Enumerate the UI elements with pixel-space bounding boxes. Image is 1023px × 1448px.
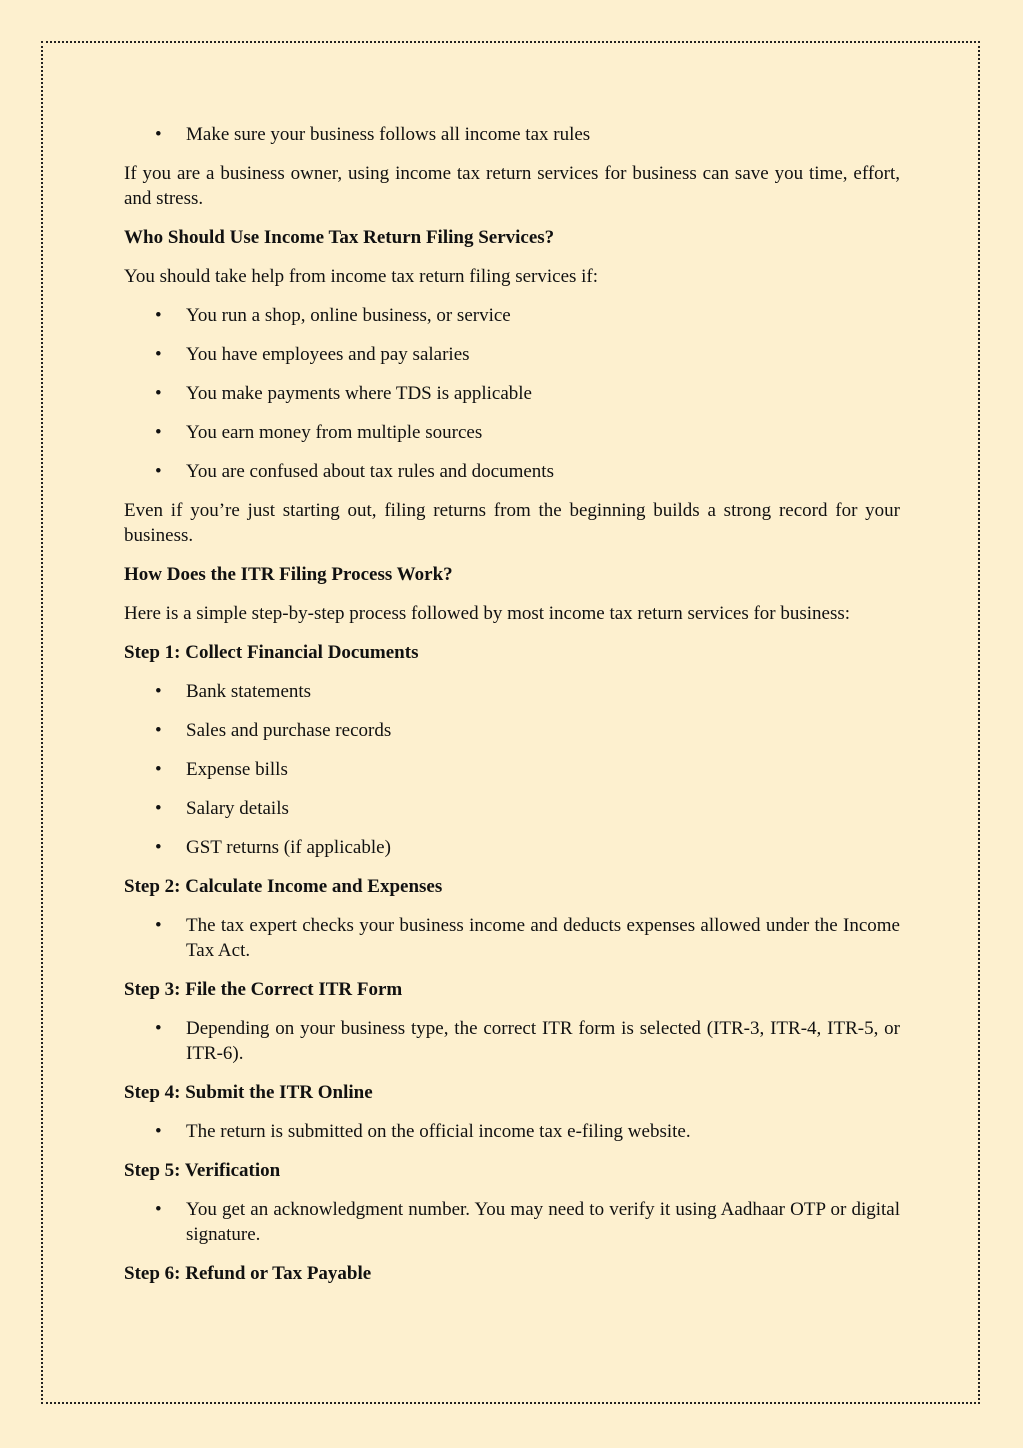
list-item: • The tax expert checks your business income and deducts expenses allowed under the Income Tax Act. [124,913,900,963]
step-5-heading: Step 5: Verification [124,1160,281,1181]
list-item: • Expense bills [124,757,900,782]
step-2-list [124,913,900,963]
process-lead-paragraph: Here is a simple step-by-step process followed by most income tax return services for business: [124,603,851,624]
list-item: • Sales and purchase records [124,718,900,743]
list-item: • You have employees and pay salaries [124,342,900,367]
section-heading-process: How Does the ITR Filing Process Work? [124,564,453,585]
list-item: • The return is submitted on the official income tax e-filing website. [124,1119,900,1144]
who-lead-paragraph: You should take help from income tax return filing services if: [124,266,599,287]
list-item: • You are confused about tax rules and documents [124,459,900,484]
list-item: • You run a shop, online business, or service [124,303,900,328]
list-item: • Salary details [124,796,900,821]
step-3-list [124,1016,900,1066]
step-3-heading: Step 3: File the Correct ITR Form [124,979,403,1000]
list-item: • You make payments where TDS is applicable [124,381,900,406]
list-item: • GST returns (if applicable) [124,835,900,860]
list-item: • Make sure your business follows all income tax rules [124,122,900,147]
document-body [124,122,900,1300]
who-bullet-list [124,303,900,484]
step-1-heading: Step 1: Collect Financial Documents [124,642,419,663]
list-item: • Depending on your business type, the correct ITR form is selected (ITR-3, ITR-4, ITR-5, or ITR-6). [124,1016,900,1066]
step-1-list [124,679,900,860]
step-4-list [124,1119,900,1144]
step-6-heading: Step 6: Refund or Tax Payable [124,1263,372,1284]
who-closing-paragraph: Even if you’re just starting out, filing returns from the beginning builds a strong record for your business. [124,500,900,546]
list-item: • Bank statements [124,679,900,704]
step-4-heading: Step 4: Submit the ITR Online [124,1082,373,1103]
intro-paragraph: If you are a business owner, using income tax return services for business can save you time, effort, and stress. [124,163,900,209]
step-2-heading: Step 2: Calculate Income and Expenses [124,876,443,897]
section-heading-who: Who Should Use Income Tax Return Filing Services? [124,227,555,248]
list-item: • You get an acknowledgment number. You may need to verify it using Aadhaar OTP or digital signature. [124,1197,900,1247]
list-item: • You earn money from multiple sources [124,420,900,445]
intro-bullet-list [124,122,900,147]
step-5-list [124,1197,900,1247]
